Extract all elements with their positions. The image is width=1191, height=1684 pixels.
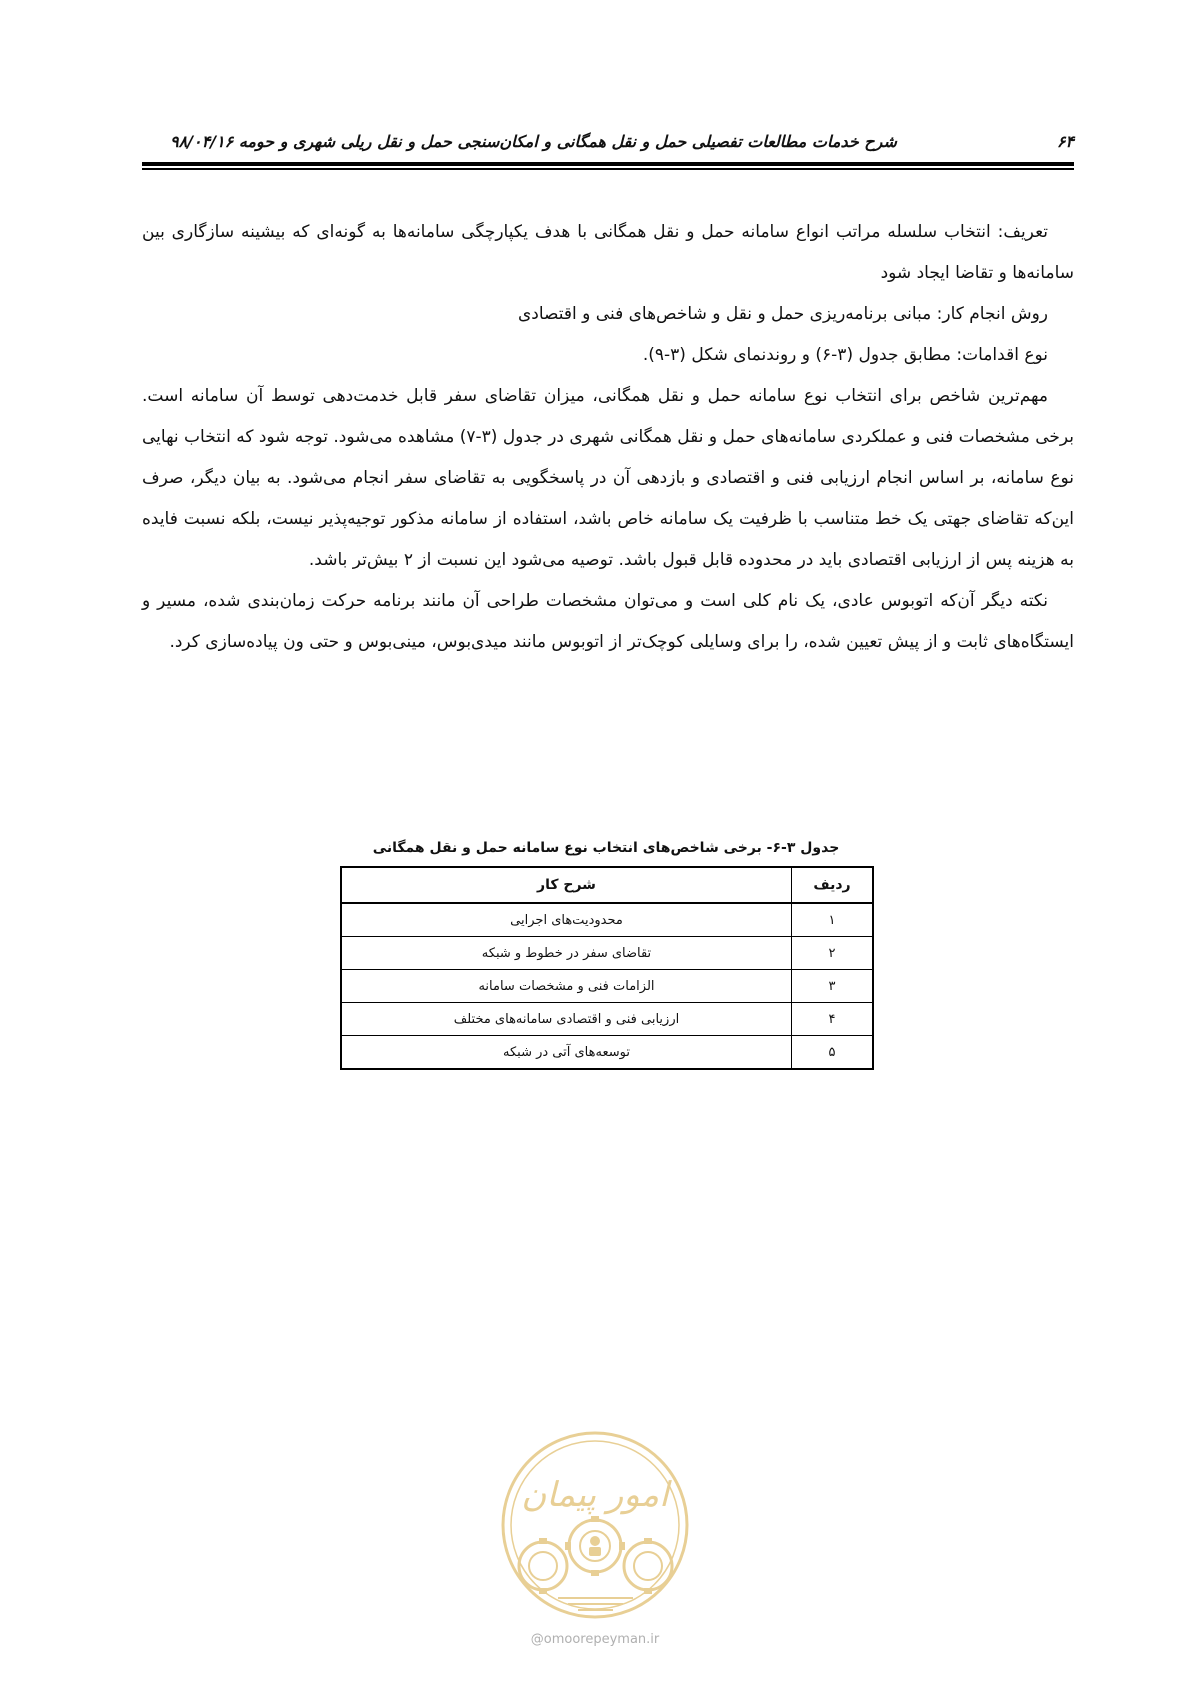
- criteria-table: [340, 866, 874, 1070]
- actions-paragraph: نوع اقدامات: مطابق جدول (۳-۶) و روندنمای شکل (۳-۹).: [642, 345, 1048, 365]
- definition-paragraph: تعریف: انتخاب سلسله مراتب انواع سامانه حمل و نقل همگانی با هدف یکپارچگی سامانه‌ها به گونه‌ای که بیشینه سازگاری بین سامانه‌ها و تقاضا ایجاد شود: [142, 222, 1074, 283]
- row-number-header: ردیف: [792, 867, 874, 903]
- header-rule-thick: [142, 162, 1074, 166]
- page-number: ۶۴: [1056, 132, 1074, 151]
- header-title-line: [142, 132, 897, 151]
- document-title: شرح خدمات مطالعات تفصیلی حمل و نقل همگانی و امکان‌سنجی حمل و نقل ریلی شهری و حومه: [238, 132, 897, 151]
- row-number-cell: ۲: [792, 937, 874, 970]
- method-paragraph: روش انجام کار: مبانی برنامه‌ریزی حمل و نقل و شاخص‌های فنی و اقتصادی: [517, 304, 1048, 324]
- row-number-cell: ۵: [792, 1036, 874, 1070]
- bus-note-paragraph: نکته دیگر آن‌که اتوبوس عادی، یک نام کلی است و می‌توان مشخصات طراحی آن مانند برنامه حرکت زمان‌بندی شده، مسیر و ایستگاه‌های ثابت و از پیش تعیین شده، را برای وسایلی کوچک‌تر از اتوبوس مانند میدی‌بوس، مینی‌بوس و حتی ون پیاده‌سازی کرد.: [142, 591, 1074, 652]
- row-number-cell: ۴: [792, 1003, 874, 1036]
- logo-lettering: امور پیمان: [521, 1475, 669, 1515]
- row-number-cell: ۳: [792, 970, 874, 1003]
- table-row: [341, 903, 873, 937]
- table-row: [341, 970, 873, 1003]
- document-date: ۹۸/۰۴/۱۶: [170, 132, 234, 151]
- description-cell: ارزیابی فنی و اقتصادی سامانه‌های مختلف: [341, 1003, 792, 1036]
- gear-seal-icon: [498, 1428, 693, 1623]
- description-cell: توسعه‌های آتی در شبکه: [341, 1036, 792, 1070]
- table-row: [341, 1003, 873, 1036]
- page-header: [142, 128, 1074, 158]
- description-cell: الزامات فنی و مشخصات سامانه: [341, 970, 792, 1003]
- description-header: شرح کار: [341, 867, 792, 903]
- watermark-logo: [498, 1428, 693, 1623]
- body-text: [142, 212, 1074, 663]
- description-cell: محدودیت‌های اجرایی: [341, 903, 792, 937]
- table-header-row: [341, 867, 873, 903]
- row-number-cell: ۱: [792, 903, 874, 937]
- table-row: [341, 937, 873, 970]
- table-caption: جدول ۳-۶- برخی شاخص‌های انتخاب نوع سامانه حمل و نقل همگانی: [372, 840, 840, 856]
- table-row: [341, 1036, 873, 1070]
- description-cell: تقاضای سفر در خطوط و شبکه: [341, 937, 792, 970]
- watermark-url: @omoorepeyman.ir: [530, 1632, 660, 1647]
- main-criterion-paragraph: مهم‌ترین شاخص برای انتخاب نوع سامانه حمل و نقل همگانی، میزان تقاضای سفر قابل خدمت‌دهی توسط آن سامانه است. برخی مشخصات فنی و عملکردی سامانه‌های حمل و نقل همگانی شهری در جدول (۳-۷) مشاهده می‌شود. توجه شود که انتخاب نهایی نوع سامانه، بر اساس انجام ارزیابی فنی و اقتصادی و بازدهی آن در پاسخگویی به تقاضای سفر انجام می‌شود. به بیان دیگر، صرف این‌که تقاضای جهتی یک خط متناسب با ظرفیت یک سامانه خاص باشد، استفاده از سامانه مذکور توجیه‌پذیر نیست، بلکه نسبت فایده به هزینه پس از ارزیابی اقتصادی باید در محدوده قابل قبول باشد. توصیه می‌شود این نسبت از ۲ بیش‌تر باشد.: [142, 386, 1075, 570]
- header-rule-thin: [142, 168, 1074, 170]
